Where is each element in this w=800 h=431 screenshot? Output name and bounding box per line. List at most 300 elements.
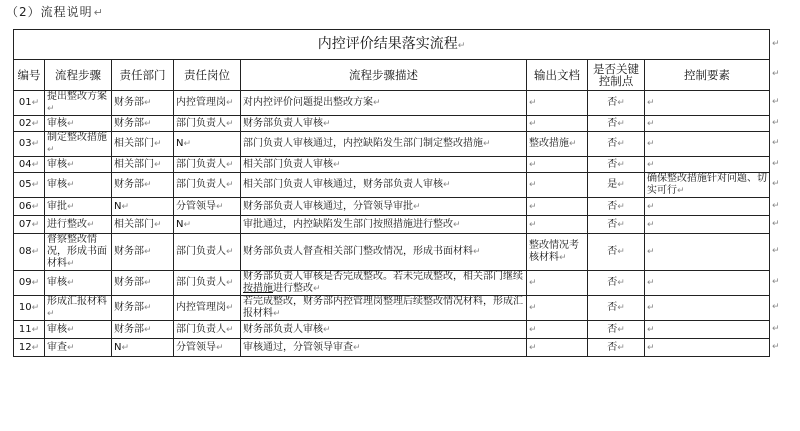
- paragraph-mark: ↵: [617, 278, 625, 288]
- cell-text: 部门负责人: [176, 277, 226, 288]
- paragraph-mark: ↵: [647, 247, 655, 257]
- row-end-mark: ↵: [772, 341, 780, 352]
- role-cell: [174, 157, 241, 173]
- paragraph-mark: ↵: [67, 118, 75, 129]
- paragraph-mark: ↵: [617, 118, 625, 129]
- paragraph-mark: ↵: [617, 139, 625, 149]
- paragraph-mark: ↵: [183, 139, 192, 149]
- paragraph-mark: ↵: [529, 303, 537, 313]
- paragraph-mark: ↵: [226, 303, 234, 313]
- department-cell: [112, 173, 174, 198]
- cell-text: 03: [18, 138, 32, 149]
- control-element-cell: [645, 132, 770, 157]
- table-row: [14, 339, 770, 357]
- cell-text: 05: [18, 179, 32, 190]
- paragraph-mark: ↵: [87, 219, 95, 230]
- column-header: [174, 60, 241, 91]
- step-cell: [45, 271, 112, 296]
- cell-text: 否: [607, 341, 618, 353]
- output-doc-cell: [527, 132, 588, 157]
- paragraph-mark: ↵: [617, 201, 625, 212]
- output-doc-cell: [527, 216, 588, 234]
- paragraph-mark: ↵: [529, 278, 537, 288]
- table-row: [14, 91, 770, 116]
- row-end-mark: ↵: [772, 179, 780, 189]
- control-element-cell: [645, 296, 770, 321]
- output-doc-cell: [527, 339, 588, 357]
- paragraph-mark: ↵: [154, 219, 162, 230]
- paragraph-mark: ↵: [226, 247, 234, 257]
- column-header: [241, 60, 527, 91]
- row-end-mark: ↵: [772, 277, 780, 287]
- table-title-row: [14, 30, 770, 60]
- paragraph-mark: ↵: [529, 180, 537, 190]
- paragraph-mark: ↵: [373, 98, 381, 108]
- paragraph-mark: ↵: [313, 284, 321, 294]
- cell-text: 进行整改: [47, 218, 87, 230]
- cell-text: 01: [18, 97, 32, 108]
- cell-text: 11: [18, 323, 32, 335]
- output-doc-cell: [527, 198, 588, 216]
- department-cell: [112, 91, 174, 116]
- cell-text: 相关部门负责人审核通过，财务部负责人审核: [243, 179, 443, 190]
- paragraph-mark: ↵: [47, 145, 55, 155]
- paragraph-mark: ↵: [31, 324, 40, 335]
- paragraph-mark: ↵: [333, 159, 341, 170]
- control-element-cell: [645, 339, 770, 357]
- key-control-cell: [588, 198, 645, 216]
- cell-text: N: [114, 200, 122, 212]
- paragraph-mark: ↵: [154, 139, 162, 149]
- department-cell: [112, 116, 174, 132]
- key-control-cell: [588, 339, 645, 357]
- paragraph-mark: ↵: [31, 278, 40, 288]
- role-cell: [174, 173, 241, 198]
- cell-text: 部门负责人审核通过，内控缺陷发生部门制定整改措施: [243, 138, 483, 149]
- paragraph-mark: ↵: [226, 118, 234, 129]
- cell-text: 审核: [47, 277, 67, 288]
- row-number: [14, 296, 45, 321]
- cell-text: 否: [607, 97, 618, 108]
- paragraph-mark: ↵: [144, 247, 152, 257]
- paragraph-mark: ↵: [31, 118, 40, 129]
- row-number: [14, 116, 45, 132]
- paragraph-mark: ↵: [559, 253, 567, 263]
- cell-text: 08: [18, 246, 32, 257]
- row-end-mark: ↵: [772, 246, 780, 256]
- paragraph-mark: ↵: [647, 342, 655, 353]
- paragraph-mark: ↵: [67, 278, 75, 288]
- control-element-cell: [645, 116, 770, 132]
- paragraph-mark: ↵: [617, 98, 625, 108]
- table-row: [14, 234, 770, 271]
- cell-text: N: [176, 138, 184, 149]
- step-cell: [45, 157, 112, 173]
- table-row: [14, 271, 770, 296]
- paragraph-mark: ↵: [483, 139, 491, 149]
- output-doc-cell: [527, 116, 588, 132]
- control-element-cell: [645, 234, 770, 271]
- row-end-mark: ↵: [772, 97, 780, 107]
- cell-text: 02: [18, 117, 32, 129]
- cell-text: 督察整改情况，形成书面材料: [47, 234, 107, 269]
- step-cell: [45, 91, 112, 116]
- paragraph-mark: ↵: [226, 98, 234, 108]
- row-number: [14, 132, 45, 157]
- cell-text: 否: [607, 246, 618, 257]
- paragraph-mark: ↵: [273, 309, 281, 319]
- paragraph-mark: ↵: [226, 180, 234, 190]
- header-text: 是否关键控制点: [593, 62, 639, 88]
- row-number: [14, 198, 45, 216]
- paragraph-mark: ↵: [31, 98, 40, 108]
- paragraph-mark: ↵: [67, 201, 75, 212]
- description-cell: [241, 271, 527, 296]
- step-cell: [45, 296, 112, 321]
- column-header: [527, 60, 588, 91]
- cell-text: N: [114, 341, 122, 353]
- paragraph-mark: ↵: [617, 180, 625, 190]
- cell-text: 09: [18, 277, 32, 288]
- cell-text: 提出整改方案: [47, 91, 107, 102]
- paragraph-mark: ↵: [647, 201, 655, 212]
- cell-text: 制定整改措施: [47, 132, 107, 143]
- department-cell: [112, 157, 174, 173]
- step-cell: [45, 198, 112, 216]
- header-text: 输出文档: [534, 68, 580, 82]
- description-cell: [241, 234, 527, 271]
- key-control-cell: [588, 116, 645, 132]
- header-text: 责任岗位: [184, 68, 230, 82]
- cell-text: 10: [18, 302, 32, 313]
- cell-text: 否: [607, 302, 618, 313]
- cell-text: 财务部: [114, 302, 144, 313]
- description-cell: [241, 321, 527, 339]
- paragraph-mark: ↵: [413, 201, 421, 212]
- key-control-cell: [588, 271, 645, 296]
- table-row: [14, 132, 770, 157]
- row-number: [14, 321, 45, 339]
- cell-text: 部门负责人: [176, 117, 226, 129]
- header-text: 编号: [17, 68, 41, 82]
- row-number: [14, 216, 45, 234]
- department-cell: [112, 339, 174, 357]
- cell-text: 部门负责人: [176, 323, 226, 335]
- control-element-cell: [645, 321, 770, 339]
- column-header: [45, 60, 112, 91]
- description-cell: [241, 157, 527, 173]
- department-cell: [112, 216, 174, 234]
- paragraph-mark: ↵: [529, 159, 537, 170]
- cell-text: 06: [18, 200, 32, 212]
- role-cell: [174, 216, 241, 234]
- table-title: [14, 30, 770, 60]
- key-control-cell: [588, 173, 645, 198]
- cell-text: 若完成整改，财务部内控管理岗整理后续整改情况材料，形成汇报材料: [243, 296, 523, 319]
- cell-text: 相关部门: [114, 158, 154, 170]
- paragraph-mark: ↵: [144, 180, 152, 190]
- description-cell: [241, 173, 527, 198]
- paragraph-mark: ↵: [323, 324, 331, 335]
- paragraph-mark: ↵: [67, 159, 75, 170]
- paragraph-mark: ↵: [529, 118, 537, 129]
- paragraph-mark: ↵: [144, 278, 152, 288]
- table-header-row: [14, 60, 770, 91]
- table-row: [14, 157, 770, 173]
- control-element-cell: [645, 216, 770, 234]
- cell-text: 财务部: [114, 117, 144, 129]
- cell-text: 财务部: [114, 246, 144, 257]
- department-cell: [112, 234, 174, 271]
- paragraph-mark: ↵: [121, 342, 130, 353]
- cell-text: 财务部: [114, 179, 144, 190]
- key-control-cell: [588, 157, 645, 173]
- paragraph-mark: ↵: [121, 201, 130, 212]
- cell-text: 04: [18, 158, 32, 170]
- table-row: [14, 198, 770, 216]
- cell-text: 否: [607, 200, 618, 212]
- column-header: [14, 60, 45, 91]
- row-end-mark: ↵: [772, 38, 780, 49]
- cell-text: 财务部负责人审核: [243, 117, 323, 129]
- paragraph-mark: ↵: [31, 159, 40, 170]
- key-control-cell: [588, 321, 645, 339]
- paragraph-mark: ↵: [31, 247, 40, 257]
- department-cell: [112, 198, 174, 216]
- paragraph-mark: ↵: [617, 342, 625, 353]
- cell-text: 否: [607, 323, 618, 335]
- description-cell: [241, 216, 527, 234]
- paragraph-mark: ↵: [216, 342, 224, 353]
- paragraph-mark: ↵: [529, 98, 537, 108]
- row-end-mark: ↵: [772, 117, 780, 128]
- role-cell: [174, 234, 241, 271]
- cell-text: 财务部: [114, 323, 144, 335]
- paragraph-mark: ↵: [453, 219, 461, 230]
- cell-text: 部门负责人: [176, 246, 226, 257]
- role-cell: [174, 271, 241, 296]
- step-cell: [45, 321, 112, 339]
- cell-text: 审批通过，内控缺陷发生部门按照措施进行整改: [243, 218, 453, 230]
- department-cell: [112, 296, 174, 321]
- paragraph-mark: ↵: [144, 98, 152, 108]
- paragraph-mark: ↵: [31, 201, 40, 212]
- description-cell: [241, 91, 527, 116]
- cell-text: 部门负责人: [176, 179, 226, 190]
- row-end-mark: ↵: [772, 302, 780, 312]
- step-cell: [45, 116, 112, 132]
- step-cell: [45, 339, 112, 357]
- department-cell: [112, 132, 174, 157]
- cell-text: 相关部门: [114, 218, 154, 230]
- cell-text: 财务部: [114, 277, 144, 288]
- department-cell: [112, 321, 174, 339]
- cell-text: 审核通过，分管领导审查: [243, 341, 353, 353]
- cell-text: 否: [607, 277, 618, 288]
- paragraph-mark: ↵: [647, 219, 655, 230]
- control-element-cell: [645, 157, 770, 173]
- paragraph-mark: ↵: [529, 201, 537, 212]
- paragraph-mark: ↵: [226, 324, 234, 335]
- key-control-cell: [588, 216, 645, 234]
- cell-text: 否: [607, 158, 618, 170]
- column-header: [588, 60, 645, 91]
- paragraph-mark: ↵: [31, 219, 40, 230]
- column-header: [645, 60, 770, 91]
- table-row: [14, 216, 770, 234]
- key-control-cell: [588, 296, 645, 321]
- row-end-mark: ↵: [772, 69, 780, 79]
- cell-text: 审批: [47, 200, 67, 212]
- paragraph-mark: ↵: [569, 139, 577, 149]
- paragraph-mark: ↵: [647, 278, 655, 288]
- paragraph-mark: ↵: [617, 324, 625, 335]
- paragraph-mark: ↵: [647, 98, 655, 108]
- paragraph-mark: ↵: [93, 6, 104, 19]
- row-end-mark: ↵: [772, 158, 780, 169]
- paragraph-mark: ↵: [647, 139, 655, 149]
- cell-text: 内控管理岗: [176, 97, 226, 108]
- output-doc-cell: [527, 321, 588, 339]
- cell-text: 财务部负责人审核通过，分管领导审批: [243, 200, 413, 212]
- cell-text: 相关部门: [114, 138, 154, 149]
- description-cell: [241, 198, 527, 216]
- paragraph-mark: ↵: [183, 219, 192, 230]
- paragraph-mark: ↵: [457, 40, 466, 51]
- paragraph-mark: ↵: [67, 259, 75, 269]
- paragraph-mark: ↵: [154, 159, 162, 170]
- cell-text: 财务部负责人审核是否完成整改。若未完成整改，相关部门继续: [243, 271, 523, 282]
- paragraph-mark: ↵: [647, 118, 655, 129]
- control-element-cell: [645, 91, 770, 116]
- description-cell: [241, 116, 527, 132]
- paragraph-mark: ↵: [529, 342, 537, 353]
- cell-text: 内控管理岗: [176, 302, 226, 313]
- table-row: [14, 173, 770, 198]
- paragraph-mark: ↵: [323, 118, 331, 129]
- role-cell: [174, 198, 241, 216]
- department-cell: [112, 271, 174, 296]
- paragraph-mark: ↵: [144, 118, 152, 129]
- column-header: [112, 60, 174, 91]
- cell-text: 否: [607, 218, 618, 230]
- underlined-text: 按措施: [243, 283, 273, 294]
- header-text: 流程步骤描述: [349, 68, 418, 82]
- key-control-cell: [588, 91, 645, 116]
- output-doc-cell: [527, 91, 588, 116]
- cell-text: 审核: [47, 179, 67, 190]
- description-cell: [241, 296, 527, 321]
- role-cell: [174, 321, 241, 339]
- paragraph-mark: ↵: [529, 324, 537, 335]
- cell-text: 否: [607, 117, 618, 129]
- row-number: [14, 339, 45, 357]
- process-table: [13, 29, 770, 357]
- role-cell: [174, 116, 241, 132]
- step-cell: [45, 173, 112, 198]
- header-text: 责任部门: [119, 68, 166, 82]
- cell-text: 审核: [47, 117, 67, 129]
- section-heading: [6, 3, 104, 20]
- cell-text: 财务部: [114, 97, 144, 108]
- paragraph-mark: ↵: [617, 247, 625, 257]
- row-number: [14, 234, 45, 271]
- paragraph-mark: ↵: [31, 303, 40, 313]
- paragraph-mark: ↵: [67, 324, 75, 335]
- paragraph-mark: ↵: [617, 219, 625, 230]
- table-title-text: 内控评价结果落实流程: [317, 35, 458, 52]
- cell-text: 财务部负责人督查相关部门整改情况，形成书面材料: [243, 246, 473, 257]
- cell-text: 确保整改措施针对问题、切实可行: [647, 173, 767, 196]
- description-cell: [241, 132, 527, 157]
- paragraph-mark: ↵: [67, 342, 75, 353]
- paragraph-mark: ↵: [67, 180, 75, 190]
- role-cell: [174, 296, 241, 321]
- paragraph-mark: ↵: [31, 342, 40, 353]
- paragraph-mark: ↵: [647, 303, 655, 313]
- cell-text: 形成汇报材料: [47, 296, 107, 307]
- row-number: [14, 91, 45, 116]
- step-cell: [45, 216, 112, 234]
- output-doc-cell: [527, 173, 588, 198]
- cell-text: 相关部门负责人审核: [243, 158, 333, 170]
- row-number: [14, 157, 45, 173]
- cell-text: 整改措施: [529, 138, 569, 149]
- paragraph-mark: ↵: [443, 180, 451, 190]
- table-row: [14, 321, 770, 339]
- cell-text: N: [176, 218, 184, 230]
- paragraph-mark: ↵: [677, 186, 685, 196]
- role-cell: [174, 132, 241, 157]
- paragraph-mark: ↵: [144, 303, 152, 313]
- paragraph-mark: ↵: [647, 159, 655, 170]
- key-control-cell: [588, 132, 645, 157]
- paragraph-mark: ↵: [216, 201, 224, 212]
- output-doc-cell: [527, 234, 588, 271]
- table-row: [14, 296, 770, 321]
- cell-text: 进行整改: [273, 283, 313, 294]
- role-cell: [174, 339, 241, 357]
- cell-text: 否: [607, 138, 618, 149]
- row-number: [14, 173, 45, 198]
- step-cell: [45, 132, 112, 157]
- control-element-cell: [645, 271, 770, 296]
- cell-text: 财务部负责人审核: [243, 323, 323, 335]
- control-element-cell: [645, 198, 770, 216]
- paragraph-mark: ↵: [353, 342, 361, 353]
- cell-text: 07: [18, 218, 32, 230]
- paragraph-mark: ↵: [31, 139, 40, 149]
- cell-text: 部门负责人: [176, 158, 226, 170]
- table-row: [14, 116, 770, 132]
- row-end-mark: ↵: [772, 218, 780, 229]
- paragraph-mark: ↵: [31, 180, 40, 190]
- cell-text: 12: [18, 341, 32, 353]
- description-cell: [241, 339, 527, 357]
- cell-text: 审核: [47, 323, 67, 335]
- paragraph-mark: ↵: [617, 159, 625, 170]
- cell-text: 分管领导: [176, 341, 216, 353]
- cell-text: 分管领导: [176, 200, 216, 212]
- header-text: 控制要素: [684, 68, 731, 82]
- table-body: [14, 91, 770, 357]
- paragraph-mark: ↵: [617, 303, 625, 313]
- step-cell: [45, 234, 112, 271]
- paragraph-mark: ↵: [47, 309, 55, 319]
- header-text: 流程步骤: [55, 68, 101, 82]
- paragraph-mark: ↵: [47, 104, 55, 114]
- output-doc-cell: [527, 296, 588, 321]
